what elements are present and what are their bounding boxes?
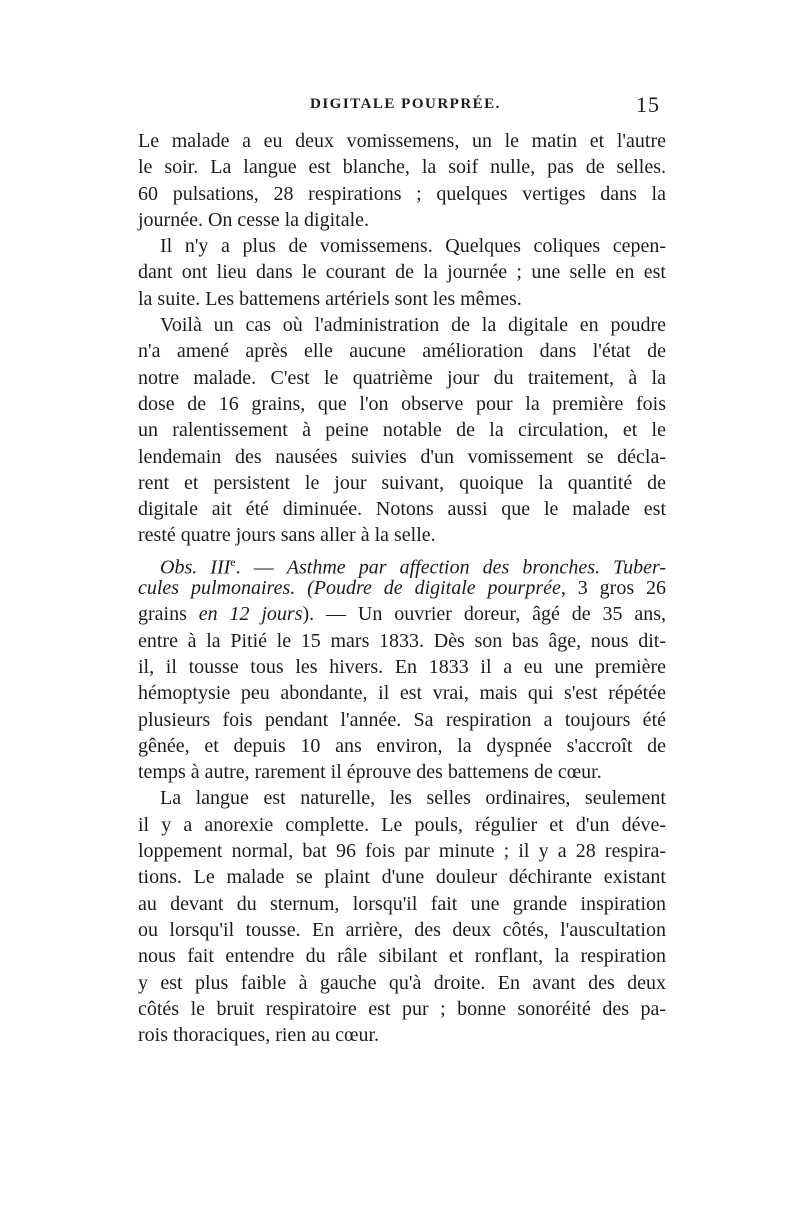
text-line: n'a amené après elle aucune amélioration dans l'état de <box>138 340 666 363</box>
text-line: gênée, et depuis 10 ans environ, la dyspnée s'accroît de <box>138 734 666 757</box>
body-text <box>138 128 666 1048</box>
observation-heading-line <box>138 601 666 627</box>
text-line: hémoptysie peu abondante, il est vrai, mais qui s'est répétée <box>138 682 666 705</box>
observation-dose: , 3 gros 26 <box>560 577 666 600</box>
text-line: Il n'y a plus de vomissemens. Quelques coliques cepen- <box>160 235 666 258</box>
text-line: journée. On cesse la digitale. <box>138 208 370 231</box>
text-line: lendemain des nausées suivies d'un vomissement se décla- <box>138 445 666 468</box>
observation-heading-line <box>138 575 666 601</box>
text-line: il y a anorexie complette. Le pouls, régulier et d'un déve- <box>138 813 666 836</box>
text-line: Le malade a eu deux vomissemens, un le matin et l'autre <box>138 130 666 152</box>
text-line: un ralentissement à peine notable de la circulation, et le <box>138 419 666 442</box>
text-line: tions. Le malade se plaint d'une douleur déchirante existant <box>138 866 666 889</box>
text-line: entre à la Pitié le 15 mars 1833. Dès son bas âge, nous dit- <box>138 629 666 652</box>
text-line: au devant du sternum, lorsqu'il fait une grande inspiration <box>138 892 666 915</box>
observation-label: Obs. III <box>160 556 231 579</box>
text-line: rois thoraciques, rien au cœur. <box>138 1024 380 1047</box>
text-line: resté quatre jours sans aller à la selle. <box>138 524 436 547</box>
text-line: dose de 16 grains, que l'on observe pour la première fois <box>138 392 666 415</box>
text-line: côtés le bruit respiratoire est pur ; bonne sonoréité des pa- <box>138 997 666 1020</box>
observation-dash: . — <box>235 556 287 579</box>
text-line: 60 pulsations, 28 respirations ; quelques vertiges dans la <box>138 182 666 205</box>
text-line: La langue est naturelle, les selles ordinaires, seulement <box>160 787 666 810</box>
text-line: ou lorsqu'il tousse. En arrière, des deux côtés, l'auscultation <box>138 918 666 941</box>
text-line: il, il tousse tous les hivers. En 1833 il a eu une première <box>138 655 666 678</box>
text-line: Voilà un cas où l'administration de la digitale en poudre <box>160 314 666 337</box>
running-title: DIGITALE POURPRÉE. <box>310 96 501 112</box>
text-line: plusieurs fois pendant l'année. Sa respiration a toujours été <box>138 708 666 731</box>
observation-intro: ). — Un ouvrier doreur, âgé de 35 ans, <box>302 603 666 626</box>
text-line: la suite. Les battemens artériels sont les mêmes. <box>138 287 522 310</box>
text-line: nous fait entendre du râle sibilant et ronflant, la respiration <box>138 945 666 968</box>
running-head <box>0 92 800 118</box>
observation-heading-line <box>138 549 666 579</box>
observation-label-sup: e <box>230 554 236 569</box>
text-line: temps à autre, rarement il éprouve des battemens de cœur. <box>138 761 602 784</box>
page-number: 15 <box>636 92 660 117</box>
observation-title: Asthme par affection des bronches. Tuber- <box>286 556 666 579</box>
text-line: notre malade. C'est le quatrième jour du traitement, à la <box>138 366 666 389</box>
text-line: le soir. La langue est blanche, la soif nulle, pas de selles. <box>138 156 666 179</box>
observation-title-cont: cules pulmonaires. (Poudre de digitale pourprée <box>138 577 561 600</box>
text-line: rent et persistent le jour suivant, quoique la quantité de <box>138 471 666 494</box>
observation-duration: en 12 jours <box>198 603 303 626</box>
text-line: loppement normal, bat 96 fois par minute ; il y a 28 respira- <box>138 840 666 863</box>
observation-dose-cont: grains <box>138 603 199 626</box>
text-line: digitale ait été diminuée. Notons aussi que le malade est <box>138 498 666 521</box>
text-line: dant ont lieu dans le courant de la journée ; une selle en est <box>138 261 666 284</box>
text-line: y est plus faible à gauche qu'à droite. En avant des deux <box>138 971 666 994</box>
